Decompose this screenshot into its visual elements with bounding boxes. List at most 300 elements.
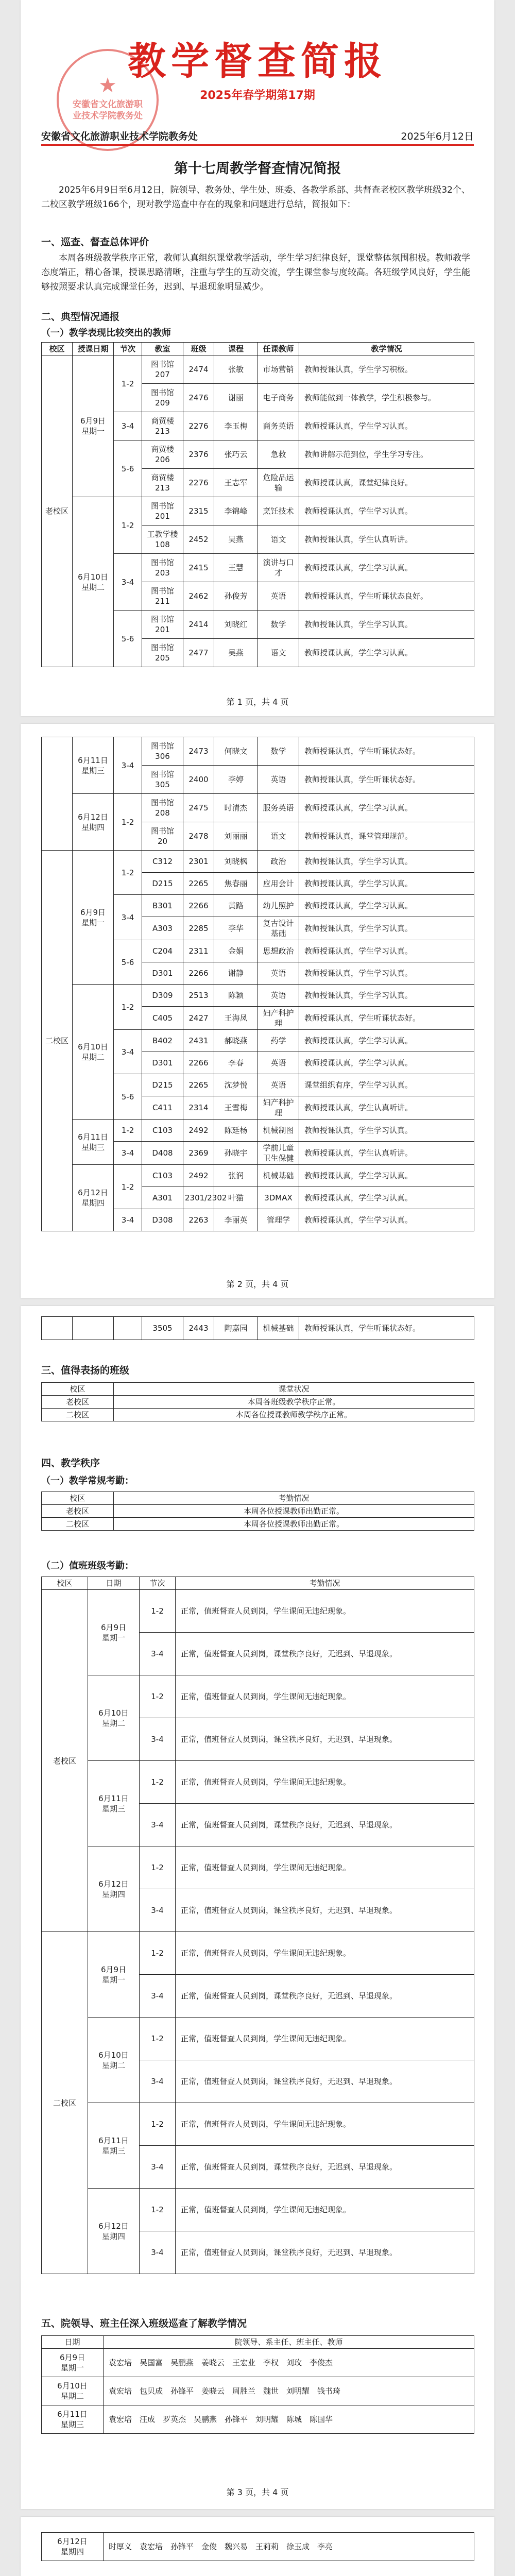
course-cell: 幼儿照护 bbox=[258, 895, 299, 917]
attendance-cell: 本周各位授课教师出勤正常。 bbox=[114, 1518, 474, 1531]
table-row bbox=[42, 2189, 474, 2231]
teacher-cell: 陶嘉园 bbox=[214, 1317, 258, 1340]
period-cell: 1-2 bbox=[114, 1165, 142, 1209]
teacher-cell: 何晓文 bbox=[214, 737, 258, 766]
table-header-row bbox=[42, 1577, 474, 1590]
teacher-cell: 李华 bbox=[214, 917, 258, 940]
classroom-cell: 图书馆 209 bbox=[142, 384, 183, 412]
page-4 bbox=[21, 2517, 494, 2576]
bulletin-heading: 第十七周教学督查情况简报 bbox=[174, 161, 341, 177]
class-cell: 2266 bbox=[183, 895, 214, 917]
classroom-cell: A303 bbox=[142, 917, 183, 940]
classroom-cell: C204 bbox=[142, 940, 183, 962]
class-cell: 2400 bbox=[183, 766, 214, 794]
classroom-cell: C103 bbox=[142, 1165, 183, 1187]
evaluation-cell: 教师授课认真，学生学习认真。 bbox=[299, 412, 474, 440]
course-cell: 妇产科护理 bbox=[258, 1007, 299, 1030]
period-cell: 3-4 bbox=[114, 1030, 142, 1074]
period-cell: 3-4 bbox=[140, 2060, 176, 2103]
evaluation-cell: 教师授课认真，学生学习认真。 bbox=[299, 1165, 474, 1187]
evaluation-cell: 教师授课认真，学生听课状态好。 bbox=[299, 766, 474, 794]
date-cell: 6月10日 星期二 bbox=[73, 497, 114, 667]
attendance-cell: 正常，值班督查人员到岗，学生课间无违纪现象。 bbox=[176, 2103, 474, 2146]
period-cell: 1-2 bbox=[114, 355, 142, 412]
teacher-cell: 王海凤 bbox=[214, 1007, 258, 1030]
teacher-cell: 金娟 bbox=[214, 940, 258, 962]
col-header: 院领导、系主任、班主任、教师 bbox=[104, 2336, 474, 2349]
teacher-table-page2 bbox=[41, 737, 474, 1231]
evaluation-cell: 教师授课认真，学生听课状态好。 bbox=[299, 1317, 474, 1340]
evaluation-cell: 教师授课认真，学生学习积极。 bbox=[299, 355, 474, 384]
routine-attendance-table bbox=[41, 1492, 474, 1531]
teacher-cell: 王雪梅 bbox=[214, 1096, 258, 1120]
period-cell: 3-4 bbox=[114, 412, 142, 440]
teacher-cell: 黄路 bbox=[214, 895, 258, 917]
period-cell: 5-6 bbox=[114, 1074, 142, 1120]
teacher-cell: 郝晓燕 bbox=[214, 1030, 258, 1052]
classroom-cell: C103 bbox=[142, 1120, 183, 1142]
classroom-cell: 商贸楼 213 bbox=[142, 412, 183, 440]
evaluation-cell: 教师授课认真，学生学习认真。 bbox=[299, 873, 474, 895]
course-cell: 英语 bbox=[258, 766, 299, 794]
campus-cell: 老校区 bbox=[42, 355, 73, 667]
table-header-row bbox=[42, 1492, 474, 1505]
course-cell: 电子商务 bbox=[258, 384, 299, 412]
class-cell: 2476 bbox=[183, 384, 214, 412]
date-cell: 6月10日 星期二 bbox=[42, 2377, 104, 2405]
date-cell: 6月11日 星期三 bbox=[88, 2103, 140, 2189]
teacher-cell: 时清杰 bbox=[214, 794, 258, 822]
names-cell: 袁宏培 吴国富 吴鹏燕 姜晓云 王宏业 李权 刘玫 李俊杰 bbox=[104, 2349, 474, 2377]
classroom-cell: D308 bbox=[142, 1209, 183, 1231]
classroom-cell: 图书馆 20 bbox=[142, 822, 183, 851]
duty-attendance-table bbox=[41, 1577, 474, 2274]
course-cell: 复古设计基础 bbox=[258, 917, 299, 940]
course-cell: 急救 bbox=[258, 440, 299, 469]
class-cell: 2301 bbox=[183, 851, 214, 873]
table-row bbox=[42, 1120, 474, 1142]
status-cell: 本周各位授课教师教学秩序正常。 bbox=[114, 1409, 474, 1421]
leaders-table-cont bbox=[41, 2532, 474, 2561]
evaluation-cell: 教师授课认真，学生学习认真。 bbox=[299, 639, 474, 667]
teacher-cell: 谢丽 bbox=[214, 384, 258, 412]
campus-cell: 二校区 bbox=[42, 1932, 88, 2274]
class-cell: 2473 bbox=[183, 737, 214, 766]
evaluation-cell: 教师能做到一体教学，学生积极参与。 bbox=[299, 384, 474, 412]
table-row bbox=[42, 737, 474, 766]
evaluation-cell: 教师授课认真，学生学习认真。 bbox=[299, 611, 474, 639]
evaluation-cell: 教师授课认真，学生学习认真。 bbox=[299, 1052, 474, 1074]
period-cell: 3-4 bbox=[140, 1633, 176, 1675]
course-cell: 机械基础 bbox=[258, 1165, 299, 1187]
section-5-heading: 五、院领导、班主任深入班级巡查了解教学情况 bbox=[41, 2318, 247, 2329]
date-cell: 6月10日 星期二 bbox=[73, 985, 114, 1120]
col-header: 任课教师 bbox=[258, 343, 299, 355]
course-cell: 烹饪技术 bbox=[258, 497, 299, 526]
date-cell: 6月11日 星期三 bbox=[73, 737, 114, 794]
class-cell: 2301/2302 bbox=[183, 1187, 214, 1209]
period-cell: 1-2 bbox=[140, 1846, 176, 1889]
col-header: 教室 bbox=[142, 343, 183, 355]
classroom-cell: 图书馆 205 bbox=[142, 639, 183, 667]
class-cell: 2427 bbox=[183, 1007, 214, 1030]
evaluation-cell: 教师授课认真，学生学习认真。 bbox=[299, 851, 474, 873]
classroom-cell: D301 bbox=[142, 962, 183, 985]
campus-cell: 老校区 bbox=[42, 1505, 114, 1518]
course-cell: 语文 bbox=[258, 822, 299, 851]
date-cell: 6月12日 星期四 bbox=[42, 2533, 104, 2561]
period-cell: 1-2 bbox=[140, 1675, 176, 1718]
period-cell: 1-2 bbox=[114, 497, 142, 554]
course-cell: 英语 bbox=[258, 985, 299, 1007]
course-cell: 市场营销 bbox=[258, 355, 299, 384]
page-3 bbox=[21, 1306, 494, 2509]
class-cell: 2492 bbox=[183, 1165, 214, 1187]
evaluation-cell: 教师授课认真，学生认真听讲。 bbox=[299, 1096, 474, 1120]
classroom-cell: D309 bbox=[142, 985, 183, 1007]
attendance-cell: 正常，值班督查人员到岗，学生课间无违纪现象。 bbox=[176, 1932, 474, 1975]
page-footer: 第 2 页，共 4 页 bbox=[226, 1279, 289, 1289]
teacher-cell: 焦春丽 bbox=[214, 873, 258, 895]
course-cell: 学前儿童卫生保健 bbox=[258, 1142, 299, 1165]
section-4-2-heading: （二）值班班级考勤： bbox=[41, 1561, 134, 1571]
classroom-cell: C411 bbox=[142, 1096, 183, 1120]
period-cell: 3-4 bbox=[114, 737, 142, 794]
campus-cell: 二校区 bbox=[42, 851, 73, 1231]
col-header: 日期 bbox=[42, 2336, 104, 2349]
teacher-cell: 李玉梅 bbox=[214, 412, 258, 440]
table-row bbox=[42, 2103, 474, 2146]
course-cell: 服务英语 bbox=[258, 794, 299, 822]
names-cell: 袁宏培 汪成 罗英杰 吴鹏燕 孙锋平 刘明耀 陈城 陈国华 bbox=[104, 2405, 474, 2434]
course-cell: 3DMAX bbox=[258, 1187, 299, 1209]
classroom-cell: D301 bbox=[142, 1052, 183, 1074]
section-2-heading: 二、典型情况通报 bbox=[41, 311, 120, 323]
class-cell: 2266 bbox=[183, 1052, 214, 1074]
attendance-cell: 正常，值班督查人员到岗，课堂秩序良好，无迟到、早退现象。 bbox=[176, 1718, 474, 1761]
evaluation-cell: 教师授课认真，课堂纪律良好。 bbox=[299, 469, 474, 497]
classroom-cell: D408 bbox=[142, 1142, 183, 1165]
classroom-cell: 商贸楼 213 bbox=[142, 469, 183, 497]
table-row bbox=[42, 1590, 474, 1633]
class-cell: 2415 bbox=[183, 554, 214, 582]
evaluation-cell: 教师授课认真，学生听课状态良好。 bbox=[299, 582, 474, 611]
table-row bbox=[42, 355, 474, 384]
attendance-cell: 正常，值班督查人员到岗，课堂秩序良好，无迟到、早退现象。 bbox=[176, 1889, 474, 1932]
attendance-cell: 正常，值班督查人员到岗，学生课间无违纪现象。 bbox=[176, 2018, 474, 2060]
col-header: 校区 bbox=[42, 343, 73, 355]
class-cell: 2474 bbox=[183, 355, 214, 384]
classroom-cell: 商贸楼 206 bbox=[142, 440, 183, 469]
period-cell: 3-4 bbox=[114, 895, 142, 940]
period-cell: 5-6 bbox=[114, 611, 142, 667]
class-cell: 2478 bbox=[183, 822, 214, 851]
attendance-cell: 正常，值班督查人员到岗，课堂秩序良好，无迟到、早退现象。 bbox=[176, 1804, 474, 1846]
classroom-cell: A301 bbox=[142, 1187, 183, 1209]
evaluation-cell: 教师授课认真，学生学习认真。 bbox=[299, 1209, 474, 1231]
praised-class-table bbox=[41, 1382, 474, 1421]
course-cell: 英语 bbox=[258, 1052, 299, 1074]
attendance-cell: 正常，值班督查人员到岗，课堂秩序良好，无迟到、早退现象。 bbox=[176, 2060, 474, 2103]
classroom-cell: 图书馆 201 bbox=[142, 611, 183, 639]
col-header: 班级 bbox=[183, 343, 214, 355]
table-row bbox=[42, 1518, 474, 1531]
classroom-cell: 图书馆 207 bbox=[142, 355, 183, 384]
evaluation-cell: 教师授课认真，课堂管理规范。 bbox=[299, 822, 474, 851]
table-row bbox=[42, 1505, 474, 1518]
classroom-cell: B402 bbox=[142, 1030, 183, 1052]
classroom-cell: 图书馆 305 bbox=[142, 766, 183, 794]
class-cell: 2315 bbox=[183, 497, 214, 526]
class-cell: 2265 bbox=[183, 1074, 214, 1096]
period-cell: 3-4 bbox=[140, 1889, 176, 1932]
attendance-cell: 正常，值班督查人员到岗，学生课间无违纪现象。 bbox=[176, 1846, 474, 1889]
period-cell: 3-4 bbox=[140, 2146, 176, 2189]
classroom-cell: C312 bbox=[142, 851, 183, 873]
col-header: 考勤情况 bbox=[176, 1577, 474, 1590]
section-1-heading: 一、巡查、督查总体评价 bbox=[41, 236, 149, 248]
status-cell: 本周各班级教学秩序正常。 bbox=[114, 1396, 474, 1409]
page-2 bbox=[21, 724, 494, 1298]
col-header: 校区 bbox=[42, 1577, 88, 1590]
issue-number: 2025年春学期第17期 bbox=[200, 89, 315, 102]
attendance-cell: 正常，值班督查人员到岗，课堂秩序良好，无迟到、早退现象。 bbox=[176, 2231, 474, 2274]
course-cell: 英语 bbox=[258, 1074, 299, 1096]
date-cell: 6月9日 星期一 bbox=[88, 1932, 140, 2018]
class-cell: 2376 bbox=[183, 440, 214, 469]
names-cell: 袁宏培 包贝成 孙锋平 姜晓云 周胜兰 魏世 刘明耀 钱书琦 bbox=[104, 2377, 474, 2405]
class-cell: 2311 bbox=[183, 940, 214, 962]
course-cell: 语文 bbox=[258, 639, 299, 667]
evaluation-cell: 教师讲解示范到位，学生学习专注。 bbox=[299, 440, 474, 469]
evaluation-cell: 教师授课认真，学生认真听讲。 bbox=[299, 1142, 474, 1165]
masthead-divider bbox=[41, 144, 474, 146]
table-row bbox=[42, 2377, 474, 2405]
class-cell: 2462 bbox=[183, 582, 214, 611]
date-cell: 6月12日 星期四 bbox=[73, 1165, 114, 1231]
table-row bbox=[42, 1846, 474, 1889]
period-cell: 1-2 bbox=[140, 1590, 176, 1633]
evaluation-cell: 教师授课认真，学生学习认真。 bbox=[299, 1120, 474, 1142]
classroom-cell: 3505 bbox=[142, 1317, 183, 1340]
attendance-cell: 正常，值班督查人员到岗，学生课间无违纪现象。 bbox=[176, 1761, 474, 1804]
campus-cell: 老校区 bbox=[42, 1396, 114, 1409]
teacher-cell: 孙俊芳 bbox=[214, 582, 258, 611]
table-row bbox=[42, 2018, 474, 2060]
issue-date: 2025年6月12日 bbox=[401, 131, 474, 142]
evaluation-cell: 课堂组织有序，学生学习认真。 bbox=[299, 1074, 474, 1096]
period-cell: 3-4 bbox=[114, 1142, 142, 1165]
course-cell: 管理学 bbox=[258, 1209, 299, 1231]
date-cell: 6月10日 星期二 bbox=[88, 1675, 140, 1761]
class-cell: 2477 bbox=[183, 639, 214, 667]
evaluation-cell: 教师授课认真，学生听课状态好。 bbox=[299, 737, 474, 766]
teacher-cell: 谢静 bbox=[214, 962, 258, 985]
attendance-cell: 正常，值班督查人员到岗，学生课间无违纪现象。 bbox=[176, 2189, 474, 2231]
col-header: 课程 bbox=[214, 343, 258, 355]
class-cell: 2276 bbox=[183, 412, 214, 440]
teacher-cell: 李春 bbox=[214, 1052, 258, 1074]
period-cell: 1-2 bbox=[140, 2103, 176, 2146]
class-cell: 2443 bbox=[183, 1317, 214, 1340]
period-cell: 1-2 bbox=[114, 985, 142, 1030]
page-1 bbox=[21, 0, 494, 716]
attendance-cell: 正常，值班督查人员到岗，学生课间无违纪现象。 bbox=[176, 1675, 474, 1718]
date-cell: 6月11日 星期三 bbox=[73, 1120, 114, 1165]
period-cell: 1-2 bbox=[140, 1761, 176, 1804]
issuing-org: 安徽省文化旅游职业技术学院教务处 bbox=[41, 131, 198, 142]
class-cell: 2314 bbox=[183, 1096, 214, 1120]
teacher-cell: 陈廷杨 bbox=[214, 1120, 258, 1142]
teacher-cell: 李丽英 bbox=[214, 1209, 258, 1231]
table-row bbox=[42, 1932, 474, 1975]
names-cell: 时厚义 袁宏培 孙锋平 金俊 魏兴易 王莉莉 徐玉成 李亮 bbox=[104, 2533, 474, 2561]
classroom-cell: 图书馆 211 bbox=[142, 582, 183, 611]
empty-cell bbox=[42, 1317, 73, 1340]
course-cell: 英语 bbox=[258, 582, 299, 611]
teacher-cell: 王慧 bbox=[214, 554, 258, 582]
date-cell: 6月12日 星期四 bbox=[88, 2189, 140, 2274]
period-cell: 1-2 bbox=[140, 2189, 176, 2231]
class-cell: 2513 bbox=[183, 985, 214, 1007]
date-cell: 6月9日 星期一 bbox=[73, 355, 114, 497]
col-header: 教学情况 bbox=[299, 343, 474, 355]
table-row bbox=[42, 1165, 474, 1187]
col-header: 日期 bbox=[88, 1577, 140, 1590]
class-cell: 2414 bbox=[183, 611, 214, 639]
period-cell: 3-4 bbox=[114, 554, 142, 611]
teacher-cell: 李婷 bbox=[214, 766, 258, 794]
section-2-1-heading: （一）教学表现比较突出的教师 bbox=[41, 328, 171, 338]
masthead-title: 教学督查简报 bbox=[128, 39, 387, 83]
course-cell: 机械制图 bbox=[258, 1120, 299, 1142]
period-cell: 3-4 bbox=[140, 1804, 176, 1846]
evaluation-cell: 教师授课认真，学生学习认真。 bbox=[299, 794, 474, 822]
table-header-row bbox=[42, 1383, 474, 1396]
campus-cell bbox=[42, 737, 73, 851]
campus-cell: 老校区 bbox=[42, 1590, 88, 1932]
course-cell: 语文 bbox=[258, 526, 299, 554]
date-cell: 6月11日 星期三 bbox=[42, 2405, 104, 2434]
class-cell: 2266 bbox=[183, 962, 214, 985]
table-row bbox=[42, 2405, 474, 2434]
section-4-heading: 四、教学秩序 bbox=[41, 1458, 100, 1469]
evaluation-cell: 教师授课认真，学生学习认真。 bbox=[299, 1187, 474, 1209]
evaluation-cell: 教师授课认真，学生学习认真。 bbox=[299, 1030, 474, 1052]
classroom-cell: B301 bbox=[142, 895, 183, 917]
attendance-cell: 正常，值班督查人员到岗，学生课间无违纪现象。 bbox=[176, 1590, 474, 1633]
table-row bbox=[42, 851, 474, 873]
class-cell: 2492 bbox=[183, 1120, 214, 1142]
period-cell: 3-4 bbox=[140, 1975, 176, 2018]
course-cell: 机械基础 bbox=[258, 1317, 299, 1340]
class-cell: 2265 bbox=[183, 873, 214, 895]
course-cell: 英语 bbox=[258, 962, 299, 985]
teacher-cell: 沈梦悦 bbox=[214, 1074, 258, 1096]
date-cell: 6月9日 星期一 bbox=[73, 851, 114, 985]
page-footer: 第 3 页，共 4 页 bbox=[226, 2487, 289, 2497]
class-cell: 2475 bbox=[183, 794, 214, 822]
table-row bbox=[42, 497, 474, 526]
class-cell: 2263 bbox=[183, 1209, 214, 1231]
evaluation-cell: 教师授课认真，学生听课状态好。 bbox=[299, 1007, 474, 1030]
classroom-cell: 工教学楼 108 bbox=[142, 526, 183, 554]
course-cell: 数学 bbox=[258, 611, 299, 639]
course-cell: 商务英语 bbox=[258, 412, 299, 440]
course-cell: 思想政治 bbox=[258, 940, 299, 962]
section-3-heading: 三、值得表扬的班级 bbox=[41, 1365, 130, 1376]
date-cell: 6月11日 星期三 bbox=[88, 1761, 140, 1846]
period-cell: 3-4 bbox=[140, 1718, 176, 1761]
period-cell: 1-2 bbox=[114, 1120, 142, 1142]
course-cell: 演讲与口才 bbox=[258, 554, 299, 582]
course-cell: 应用会计 bbox=[258, 873, 299, 895]
evaluation-cell: 教师授课认真，学生学习认真。 bbox=[299, 895, 474, 917]
table-row bbox=[42, 1317, 474, 1340]
period-cell: 1-2 bbox=[114, 794, 142, 851]
table-row bbox=[42, 1396, 474, 1409]
evaluation-cell: 教师授课认真，学生学习认真。 bbox=[299, 962, 474, 985]
leaders-table bbox=[41, 2335, 474, 2434]
course-cell: 药学 bbox=[258, 1030, 299, 1052]
classroom-cell: D215 bbox=[142, 873, 183, 895]
col-header: 授课日期 bbox=[73, 343, 114, 355]
attendance-cell: 正常，值班督查人员到岗，课堂秩序良好，无迟到、早退现象。 bbox=[176, 2146, 474, 2189]
teacher-cell: 李锦峰 bbox=[214, 497, 258, 526]
col-header: 课堂状况 bbox=[114, 1383, 474, 1396]
attendance-cell: 正常，值班督查人员到岗，课堂秩序良好，无迟到、早退现象。 bbox=[176, 1975, 474, 2018]
campus-cell: 二校区 bbox=[42, 1518, 114, 1531]
teacher-cell: 叶猫 bbox=[214, 1187, 258, 1209]
teacher-cell: 吴燕 bbox=[214, 639, 258, 667]
teacher-cell: 刘晓红 bbox=[214, 611, 258, 639]
teacher-cell: 吴燕 bbox=[214, 526, 258, 554]
table-header-row bbox=[42, 2336, 474, 2349]
seal-star-icon: ★ bbox=[98, 74, 117, 97]
period-cell: 1-2 bbox=[140, 1932, 176, 1975]
classroom-cell: 图书馆 208 bbox=[142, 794, 183, 822]
teacher-cell: 王志军 bbox=[214, 469, 258, 497]
page-footer: 第 1 页，共 4 页 bbox=[226, 697, 289, 707]
table-row bbox=[42, 1761, 474, 1804]
attendance-cell: 本周各位授课教师出勤正常。 bbox=[114, 1505, 474, 1518]
col-header: 考勤情况 bbox=[114, 1492, 474, 1505]
teacher-cell: 张敏 bbox=[214, 355, 258, 384]
date-cell: 6月12日 星期四 bbox=[73, 794, 114, 851]
class-cell: 2276 bbox=[183, 469, 214, 497]
attendance-cell: 正常，值班督查人员到岗，课堂秩序良好，无迟到、早退现象。 bbox=[176, 1633, 474, 1675]
intro-paragraph: 2025年6月9日至6月12日，院领导、教务处、学生处、班委、各教学系部、共督查老校区教学班级32个、二校区教学班级166个，现对教学巡查中存在的现象和问题进行总结，简报如下： bbox=[41, 185, 470, 210]
class-cell: 2369 bbox=[183, 1142, 214, 1165]
period-cell: 1-2 bbox=[140, 2018, 176, 2060]
col-header: 校区 bbox=[42, 1492, 114, 1505]
empty-cell bbox=[73, 1317, 114, 1340]
table-row bbox=[42, 1675, 474, 1718]
date-cell: 6月12日 星期四 bbox=[88, 1846, 140, 1932]
class-cell: 2431 bbox=[183, 1030, 214, 1052]
table-header-row bbox=[42, 343, 474, 355]
teacher-table-page3 bbox=[41, 1316, 474, 1340]
evaluation-cell: 教师授课认真，学生学习认真。 bbox=[299, 985, 474, 1007]
date-cell: 6月10日 星期二 bbox=[88, 2018, 140, 2103]
teacher-cell: 刘丽丽 bbox=[214, 822, 258, 851]
teacher-cell: 孙晓宇 bbox=[214, 1142, 258, 1165]
classroom-cell: D215 bbox=[142, 1074, 183, 1096]
section-4-1-heading: （一）教学常规考勤： bbox=[41, 1476, 134, 1486]
classroom-cell: 图书馆 306 bbox=[142, 737, 183, 766]
period-cell: 5-6 bbox=[114, 440, 142, 497]
table-row bbox=[42, 794, 474, 822]
